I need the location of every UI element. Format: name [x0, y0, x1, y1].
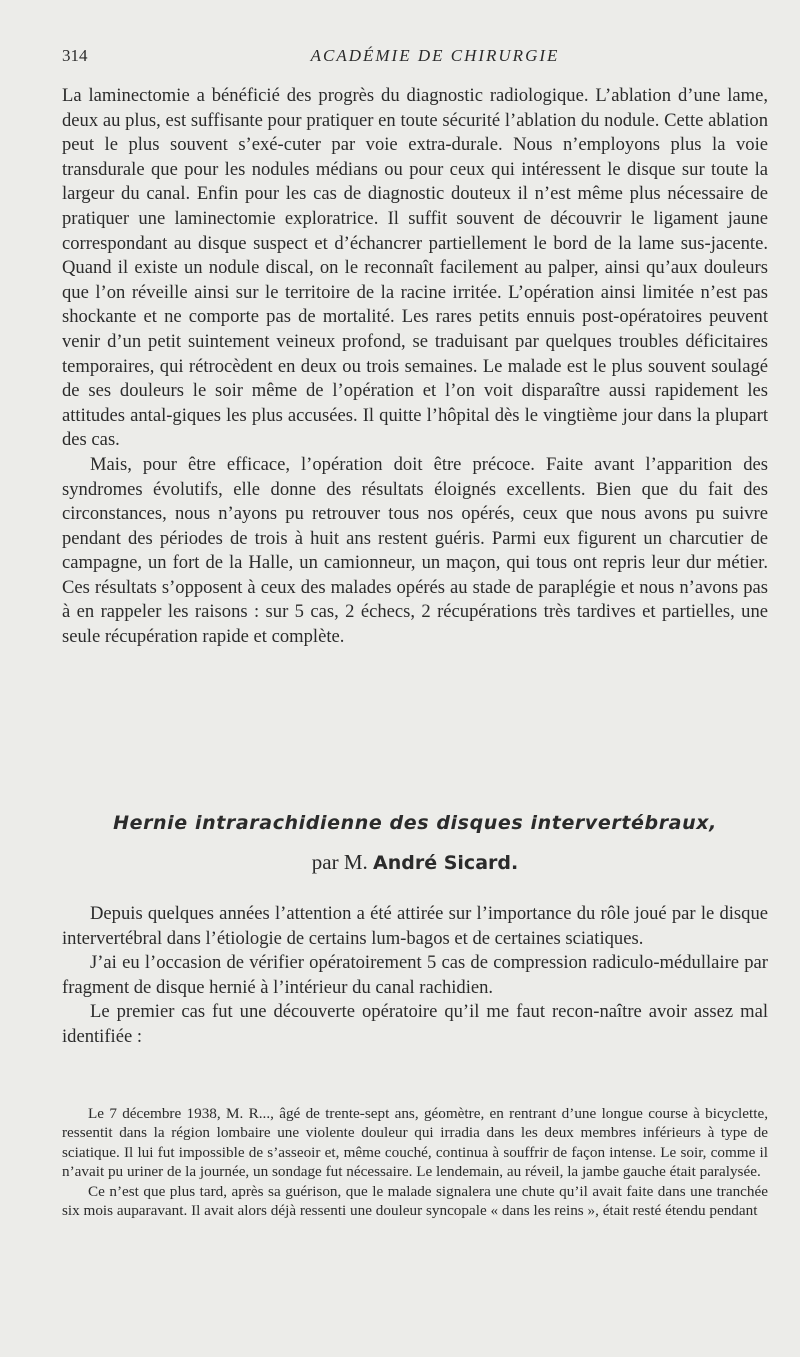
running-head — [62, 46, 768, 68]
paragraph: J’ai eu l’occasion de vérifier opératoirement 5 cas de compression radiculo-médullaire par fragment de disque hernié à l’intérieur du canal rachidien. — [62, 952, 768, 998]
journal-title: ACADÉMIE DE CHIRURGIE — [310, 46, 560, 65]
article-author — [62, 850, 768, 875]
paragraph: La laminectomie a bénéficié des progrès du diagnostic radiologique. L’ablation d’une lame, deux au plus, est suffisante pour pratiquer en toute sécurité l’ablation du nodule. Cette ablation peut le plus souvent s’exé-cuter par voie extra-durale. Nous n’employons plus la voie transdurale que pour les nodules médians ou pour ceux qui intéressent le disque sur toute la largeur du canal. Enfin pour les cas de diagnostic douteux il n’est même plus nécessaire de pratiquer une laminectomie exploratrice. Il suffit souvent de découvrir le ligament jaune correspondant au disque suspect et d’échancrer partiellement le bord de la lame sus-jacente. Quand il existe un nodule discal, on le reconnaît facilement au palper, ainsi qu’aux douleurs que l’on réveille ainsi sur le territoire de la racine irritée. L’opération ainsi limitée n’est pas shockante et ne comporte pas de mortalité. Les rares petits ennuis post-opératoires peuvent venir d’un petit suintement veineux profond, se traduisant par quelques troubles déficitaires temporaires, qui rétrocèdent en deux ou trois semaines. Le malade est le plus souvent soulagé de ses douleurs le soir même de l’opération et l’on voit disparaître aussi rapidement les attitudes antal-giques les plus accusées. Il quitte l’hôpital dès le vingtième jour dans la plupart des cas. — [62, 85, 768, 451]
case-paragraph: Le 7 décembre 1938, M. R..., âgé de trente-sept ans, géomètre, en rentrant d’une longue course à bicyclette, ressentit dans la région lombaire une violente douleur qui irradia dans les deux membres inférieurs à type de sciatique. Il lui fut impossible de s’asseoir et, même couché, continua à souffrir de façon intense. Le soir, comme il n’avait pu uriner de la journée, un sondage fut nécessaire. Le lendemain, au réveil, la jambe gauche était paralysée. — [62, 1105, 768, 1181]
article-title: Hernie intrarachidienne des disques intervertébraux, — [113, 812, 717, 834]
laminectomy-section — [62, 84, 768, 650]
author-name: André Sicard. — [373, 852, 519, 874]
case-report — [62, 1104, 768, 1220]
case-paragraph: Ce n’est que plus tard, après sa guérison, que le malade signalera une chute qu’il avait faite dans une tranchée six mois auparavant. Il avait alors déjà ressenti une douleur syncopale « dans les reins », était resté étendu pendant — [62, 1182, 768, 1220]
paragraph: Mais, pour être efficace, l’opération doit être précoce. Faite avant l’apparition des syndromes évolutifs, elle donne des résultats éloignés excellents. Bien que du fait des circonstances, nous n’ayons pu retrouver tous nos opérés, ceux que nous avons pu suivre pendant des périodes de trois à huit ans restent guéris. Parmi eux figurent un charcutier de campagne, un fort de la Halle, un camionneur, un maçon, qui tous ont repris leur dur métier. Ces résultats s’opposent à ceux des malades opérés au stade de paraplégie et nous n’avons pas à en rappeler les raisons : sur 5 cas, 2 échecs, 2 récupérations très tardives et partielles, une seule récupération rapide et complète. — [62, 453, 768, 648]
page-number: 314 — [62, 46, 88, 65]
paragraph: Depuis quelques années l’attention a été attirée sur l’importance du rôle joué par le disque intervertébral dans l’étiologie de certains lum-bagos et de certaines sciatiques. — [62, 903, 768, 949]
author-prefix: par M. — [311, 850, 368, 874]
paragraph: Le premier cas fut une découverte opératoire qu’il me faut recon-naître avoir assez mal identifiée : — [62, 1001, 768, 1047]
article-intro — [62, 902, 768, 1050]
